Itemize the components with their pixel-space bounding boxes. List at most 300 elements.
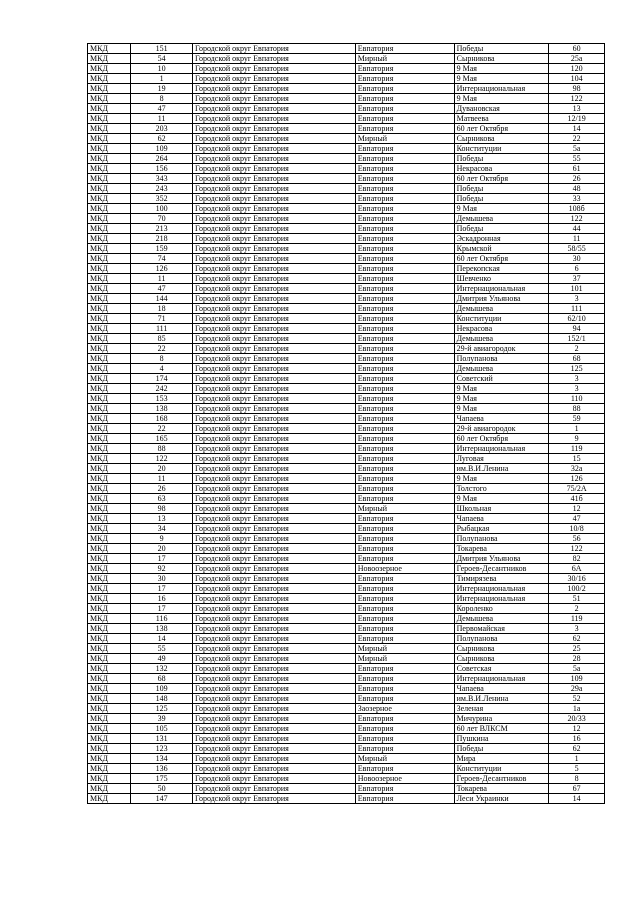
- house-cell: 5а: [549, 664, 605, 674]
- house-cell: 122: [549, 544, 605, 554]
- settlement-cell: Евпатория: [355, 314, 454, 324]
- district-cell: Городской округ Евпатория: [193, 484, 356, 494]
- house-cell: 5: [549, 764, 605, 774]
- table-row: [88, 384, 605, 394]
- number-cell: 151: [131, 44, 193, 54]
- settlement-cell: Евпатория: [355, 224, 454, 234]
- house-cell: 59: [549, 414, 605, 424]
- house-cell: 52: [549, 694, 605, 704]
- table-row: [88, 354, 605, 364]
- house-cell: 29а: [549, 684, 605, 694]
- settlement-cell: Евпатория: [355, 274, 454, 284]
- settlement-cell: Евпатория: [355, 394, 454, 404]
- settlement-cell: Евпатория: [355, 104, 454, 114]
- district-cell: Городской округ Евпатория: [193, 304, 356, 314]
- street-cell: 29-й авиагородок: [454, 344, 549, 354]
- settlement-cell: Евпатория: [355, 474, 454, 484]
- number-cell: 9: [131, 534, 193, 544]
- type-cell: МКД: [88, 614, 131, 624]
- settlement-cell: Евпатория: [355, 634, 454, 644]
- house-cell: 2: [549, 344, 605, 354]
- table-row: [88, 704, 605, 714]
- district-cell: Городской округ Евпатория: [193, 794, 356, 804]
- table-row: [88, 254, 605, 264]
- district-cell: Городской округ Евпатория: [193, 654, 356, 664]
- street-cell: 9 Мая: [454, 74, 549, 84]
- number-cell: 136: [131, 764, 193, 774]
- number-cell: 74: [131, 254, 193, 264]
- settlement-cell: Новоозерное: [355, 774, 454, 784]
- house-cell: 10/8: [549, 524, 605, 534]
- type-cell: МКД: [88, 794, 131, 804]
- street-cell: Сырникова: [454, 134, 549, 144]
- house-cell: 62/10: [549, 314, 605, 324]
- settlement-cell: Евпатория: [355, 604, 454, 614]
- district-cell: Городской округ Евпатория: [193, 704, 356, 714]
- house-cell: 88: [549, 404, 605, 414]
- district-cell: Городской округ Евпатория: [193, 374, 356, 384]
- settlement-cell: Мирный: [355, 644, 454, 654]
- street-cell: 29-й авиагородок: [454, 424, 549, 434]
- number-cell: 39: [131, 714, 193, 724]
- type-cell: МКД: [88, 344, 131, 354]
- settlement-cell: Мирный: [355, 654, 454, 664]
- street-cell: Чапаева: [454, 514, 549, 524]
- type-cell: МКД: [88, 84, 131, 94]
- table-row: [88, 514, 605, 524]
- type-cell: МКД: [88, 474, 131, 484]
- number-cell: 218: [131, 234, 193, 244]
- type-cell: МКД: [88, 204, 131, 214]
- number-cell: 242: [131, 384, 193, 394]
- type-cell: МКД: [88, 684, 131, 694]
- type-cell: МКД: [88, 594, 131, 604]
- district-cell: Городской округ Евпатория: [193, 734, 356, 744]
- type-cell: МКД: [88, 374, 131, 384]
- street-cell: Токарева: [454, 784, 549, 794]
- number-cell: 165: [131, 434, 193, 444]
- street-cell: Некрасова: [454, 164, 549, 174]
- table-row: [88, 464, 605, 474]
- type-cell: МКД: [88, 424, 131, 434]
- district-cell: Городской округ Евпатория: [193, 494, 356, 504]
- table-row: [88, 114, 605, 124]
- number-cell: 16: [131, 594, 193, 604]
- type-cell: МКД: [88, 464, 131, 474]
- table-body: [88, 44, 605, 804]
- table-row: [88, 524, 605, 534]
- street-cell: 9 Мая: [454, 94, 549, 104]
- table-row: [88, 764, 605, 774]
- street-cell: 60 лет Октября: [454, 254, 549, 264]
- street-cell: Интернациональная: [454, 444, 549, 454]
- street-cell: 60 лет Октября: [454, 124, 549, 134]
- district-cell: Городской округ Евпатория: [193, 544, 356, 554]
- settlement-cell: Евпатория: [355, 744, 454, 754]
- number-cell: 63: [131, 494, 193, 504]
- table-row: [88, 294, 605, 304]
- type-cell: МКД: [88, 214, 131, 224]
- settlement-cell: Евпатория: [355, 614, 454, 624]
- house-cell: 37: [549, 274, 605, 284]
- number-cell: 134: [131, 754, 193, 764]
- settlement-cell: Евпатория: [355, 264, 454, 274]
- number-cell: 123: [131, 744, 193, 754]
- type-cell: МКД: [88, 144, 131, 154]
- number-cell: 71: [131, 314, 193, 324]
- district-cell: Городской округ Евпатория: [193, 644, 356, 654]
- district-cell: Городской округ Евпатория: [193, 634, 356, 644]
- type-cell: МКД: [88, 654, 131, 664]
- house-cell: 32а: [549, 464, 605, 474]
- number-cell: 126: [131, 264, 193, 274]
- type-cell: МКД: [88, 324, 131, 334]
- street-cell: Токарева: [454, 544, 549, 554]
- table-row: [88, 504, 605, 514]
- district-cell: Городской округ Евпатория: [193, 314, 356, 324]
- house-cell: 30/16: [549, 574, 605, 584]
- house-cell: 82: [549, 554, 605, 564]
- type-cell: МКД: [88, 554, 131, 564]
- house-cell: 100/2: [549, 584, 605, 594]
- type-cell: МКД: [88, 304, 131, 314]
- table-row: [88, 494, 605, 504]
- house-cell: 14: [549, 124, 605, 134]
- type-cell: МКД: [88, 734, 131, 744]
- table-row: [88, 224, 605, 234]
- street-cell: Луговая: [454, 454, 549, 464]
- district-cell: Городской округ Евпатория: [193, 784, 356, 794]
- district-cell: Городской округ Евпатория: [193, 444, 356, 454]
- table-row: [88, 214, 605, 224]
- table-row: [88, 94, 605, 104]
- type-cell: МКД: [88, 134, 131, 144]
- street-cell: Конституции: [454, 314, 549, 324]
- street-cell: Матвеева: [454, 114, 549, 124]
- number-cell: 70: [131, 214, 193, 224]
- settlement-cell: Евпатория: [355, 724, 454, 734]
- number-cell: 1: [131, 74, 193, 84]
- house-cell: 2: [549, 604, 605, 614]
- table-row: [88, 574, 605, 584]
- house-cell: 3: [549, 294, 605, 304]
- house-cell: 110: [549, 394, 605, 404]
- table-row: [88, 594, 605, 604]
- district-cell: Городской округ Евпатория: [193, 164, 356, 174]
- house-cell: 6: [549, 264, 605, 274]
- district-cell: Городской округ Евпатория: [193, 274, 356, 284]
- settlement-cell: Евпатория: [355, 74, 454, 84]
- street-cell: Крымской: [454, 244, 549, 254]
- settlement-cell: Евпатория: [355, 114, 454, 124]
- street-cell: Демышева: [454, 614, 549, 624]
- number-cell: 22: [131, 344, 193, 354]
- house-cell: 47: [549, 514, 605, 524]
- table-row: [88, 754, 605, 764]
- table-row: [88, 314, 605, 324]
- settlement-cell: Евпатория: [355, 344, 454, 354]
- house-cell: 44: [549, 224, 605, 234]
- house-cell: 12: [549, 724, 605, 734]
- district-cell: Городской округ Евпатория: [193, 574, 356, 584]
- district-cell: Городской округ Евпатория: [193, 264, 356, 274]
- house-cell: 5а: [549, 144, 605, 154]
- house-cell: 3: [549, 384, 605, 394]
- district-cell: Городской округ Евпатория: [193, 214, 356, 224]
- district-cell: Городской округ Евпатория: [193, 694, 356, 704]
- number-cell: 109: [131, 144, 193, 154]
- house-cell: 111: [549, 304, 605, 314]
- type-cell: МКД: [88, 624, 131, 634]
- district-cell: Городской округ Евпатория: [193, 184, 356, 194]
- house-cell: 120: [549, 64, 605, 74]
- type-cell: МКД: [88, 564, 131, 574]
- number-cell: 156: [131, 164, 193, 174]
- district-cell: Городской округ Евпатория: [193, 464, 356, 474]
- type-cell: МКД: [88, 484, 131, 494]
- type-cell: МКД: [88, 194, 131, 204]
- street-cell: 60 лет Октября: [454, 434, 549, 444]
- house-cell: 11: [549, 234, 605, 244]
- street-cell: 9 Мая: [454, 204, 549, 214]
- street-cell: Победы: [454, 44, 549, 54]
- number-cell: 131: [131, 734, 193, 744]
- street-cell: 9 Мая: [454, 404, 549, 414]
- number-cell: 18: [131, 304, 193, 314]
- number-cell: 47: [131, 284, 193, 294]
- district-cell: Городской округ Евпатория: [193, 344, 356, 354]
- table-row: [88, 564, 605, 574]
- district-cell: Городской округ Евпатория: [193, 614, 356, 624]
- table-row: [88, 144, 605, 154]
- type-cell: МКД: [88, 774, 131, 784]
- settlement-cell: Евпатория: [355, 234, 454, 244]
- type-cell: МКД: [88, 274, 131, 284]
- number-cell: 20: [131, 464, 193, 474]
- table-row: [88, 104, 605, 114]
- number-cell: 174: [131, 374, 193, 384]
- settlement-cell: Евпатория: [355, 624, 454, 634]
- table-row: [88, 234, 605, 244]
- table-row: [88, 194, 605, 204]
- street-cell: Победы: [454, 184, 549, 194]
- district-cell: Городской округ Евпатория: [193, 604, 356, 614]
- type-cell: МКД: [88, 704, 131, 714]
- table-row: [88, 54, 605, 64]
- type-cell: МКД: [88, 384, 131, 394]
- type-cell: МКД: [88, 784, 131, 794]
- house-cell: 51: [549, 594, 605, 604]
- settlement-cell: Евпатория: [355, 254, 454, 264]
- table-row: [88, 734, 605, 744]
- street-cell: 9 Мая: [454, 494, 549, 504]
- district-cell: Городской округ Евпатория: [193, 684, 356, 694]
- settlement-cell: Евпатория: [355, 664, 454, 674]
- house-cell: 62: [549, 744, 605, 754]
- table-row: [88, 634, 605, 644]
- type-cell: МКД: [88, 664, 131, 674]
- street-cell: Пушкина: [454, 734, 549, 744]
- district-cell: Городской округ Евпатория: [193, 564, 356, 574]
- type-cell: МКД: [88, 724, 131, 734]
- number-cell: 11: [131, 274, 193, 284]
- district-cell: Городской округ Евпатория: [193, 774, 356, 784]
- number-cell: 17: [131, 584, 193, 594]
- district-cell: Городской округ Евпатория: [193, 414, 356, 424]
- settlement-cell: Евпатория: [355, 764, 454, 774]
- district-cell: Городской округ Евпатория: [193, 724, 356, 734]
- number-cell: 4: [131, 364, 193, 374]
- district-cell: Городской округ Евпатория: [193, 174, 356, 184]
- street-cell: Интернациональная: [454, 284, 549, 294]
- house-cell: 1: [549, 424, 605, 434]
- number-cell: 13: [131, 514, 193, 524]
- type-cell: МКД: [88, 314, 131, 324]
- settlement-cell: Евпатория: [355, 464, 454, 474]
- house-cell: 12: [549, 504, 605, 514]
- number-cell: 17: [131, 554, 193, 564]
- district-cell: Городской округ Евпатория: [193, 504, 356, 514]
- house-cell: 25а: [549, 54, 605, 64]
- street-cell: 9 Мая: [454, 64, 549, 74]
- number-cell: 10: [131, 64, 193, 74]
- table-row: [88, 374, 605, 384]
- table-row: [88, 304, 605, 314]
- house-cell: 55: [549, 154, 605, 164]
- number-cell: 352: [131, 194, 193, 204]
- house-cell: 101: [549, 284, 605, 294]
- district-cell: Городской округ Евпатория: [193, 114, 356, 124]
- district-cell: Городской округ Евпатория: [193, 44, 356, 54]
- type-cell: МКД: [88, 494, 131, 504]
- district-cell: Городской округ Евпатория: [193, 194, 356, 204]
- settlement-cell: Евпатория: [355, 714, 454, 724]
- street-cell: Демышева: [454, 334, 549, 344]
- table-row: [88, 714, 605, 724]
- type-cell: МКД: [88, 124, 131, 134]
- house-cell: 33: [549, 194, 605, 204]
- house-cell: 13: [549, 104, 605, 114]
- table-row: [88, 284, 605, 294]
- street-cell: Толстого: [454, 484, 549, 494]
- settlement-cell: Евпатория: [355, 444, 454, 454]
- settlement-cell: Евпатория: [355, 734, 454, 744]
- type-cell: МКД: [88, 584, 131, 594]
- street-cell: Демышева: [454, 214, 549, 224]
- settlement-cell: Заозерное: [355, 704, 454, 714]
- street-cell: им.В.И.Ленина: [454, 464, 549, 474]
- settlement-cell: Евпатория: [355, 84, 454, 94]
- district-cell: Городской округ Евпатория: [193, 144, 356, 154]
- street-cell: Полупанова: [454, 534, 549, 544]
- settlement-cell: Евпатория: [355, 584, 454, 594]
- district-cell: Городской округ Евпатория: [193, 64, 356, 74]
- type-cell: МКД: [88, 644, 131, 654]
- number-cell: 203: [131, 124, 193, 134]
- number-cell: 17: [131, 604, 193, 614]
- table-row: [88, 614, 605, 624]
- table-row: [88, 744, 605, 754]
- settlement-cell: Евпатория: [355, 184, 454, 194]
- district-cell: Городской округ Евпатория: [193, 254, 356, 264]
- district-cell: Городской округ Евпатория: [193, 394, 356, 404]
- table-row: [88, 334, 605, 344]
- type-cell: МКД: [88, 254, 131, 264]
- settlement-cell: Евпатория: [355, 324, 454, 334]
- table-row: [88, 204, 605, 214]
- house-cell: 48: [549, 184, 605, 194]
- street-cell: Шевченко: [454, 274, 549, 284]
- street-cell: Демышева: [454, 364, 549, 374]
- number-cell: 49: [131, 654, 193, 664]
- house-cell: 14: [549, 794, 605, 804]
- settlement-cell: Евпатория: [355, 384, 454, 394]
- type-cell: МКД: [88, 744, 131, 754]
- type-cell: МКД: [88, 94, 131, 104]
- table-row: [88, 84, 605, 94]
- district-cell: Городской округ Евпатория: [193, 204, 356, 214]
- street-cell: 60 лет Октября: [454, 174, 549, 184]
- type-cell: МКД: [88, 354, 131, 364]
- type-cell: МКД: [88, 694, 131, 704]
- settlement-cell: Евпатория: [355, 544, 454, 554]
- street-cell: Мичурина: [454, 714, 549, 724]
- district-cell: Городской округ Евпатория: [193, 514, 356, 524]
- district-cell: Городской округ Евпатория: [193, 124, 356, 134]
- number-cell: 213: [131, 224, 193, 234]
- district-cell: Городской округ Евпатория: [193, 474, 356, 484]
- number-cell: 88: [131, 444, 193, 454]
- street-cell: Победы: [454, 194, 549, 204]
- house-cell: 1а: [549, 704, 605, 714]
- street-cell: Дмитрия Ульянова: [454, 294, 549, 304]
- settlement-cell: Евпатория: [355, 244, 454, 254]
- settlement-cell: Евпатория: [355, 674, 454, 684]
- settlement-cell: Евпатория: [355, 154, 454, 164]
- type-cell: МКД: [88, 224, 131, 234]
- district-cell: Городской округ Евпатория: [193, 364, 356, 374]
- street-cell: Интернациональная: [454, 674, 549, 684]
- house-cell: 68: [549, 354, 605, 364]
- district-cell: Городской округ Евпатория: [193, 674, 356, 684]
- type-cell: МКД: [88, 264, 131, 274]
- house-cell: 41б: [549, 494, 605, 504]
- number-cell: 147: [131, 794, 193, 804]
- street-cell: Сырникова: [454, 654, 549, 664]
- district-cell: Городской округ Евпатория: [193, 584, 356, 594]
- house-cell: 108б: [549, 204, 605, 214]
- table-row: [88, 434, 605, 444]
- settlement-cell: Евпатория: [355, 694, 454, 704]
- house-cell: 61: [549, 164, 605, 174]
- type-cell: МКД: [88, 764, 131, 774]
- number-cell: 243: [131, 184, 193, 194]
- district-cell: Городской округ Евпатория: [193, 554, 356, 564]
- settlement-cell: Евпатория: [355, 334, 454, 344]
- district-cell: Городской округ Евпатория: [193, 624, 356, 634]
- type-cell: МКД: [88, 544, 131, 554]
- type-cell: МКД: [88, 444, 131, 454]
- type-cell: МКД: [88, 154, 131, 164]
- table-row: [88, 774, 605, 784]
- number-cell: 8: [131, 354, 193, 364]
- table-row: [88, 784, 605, 794]
- house-cell: 1: [549, 754, 605, 764]
- settlement-cell: Евпатория: [355, 284, 454, 294]
- district-cell: Городской округ Евпатория: [193, 754, 356, 764]
- type-cell: МКД: [88, 754, 131, 764]
- street-cell: Леси Украинки: [454, 794, 549, 804]
